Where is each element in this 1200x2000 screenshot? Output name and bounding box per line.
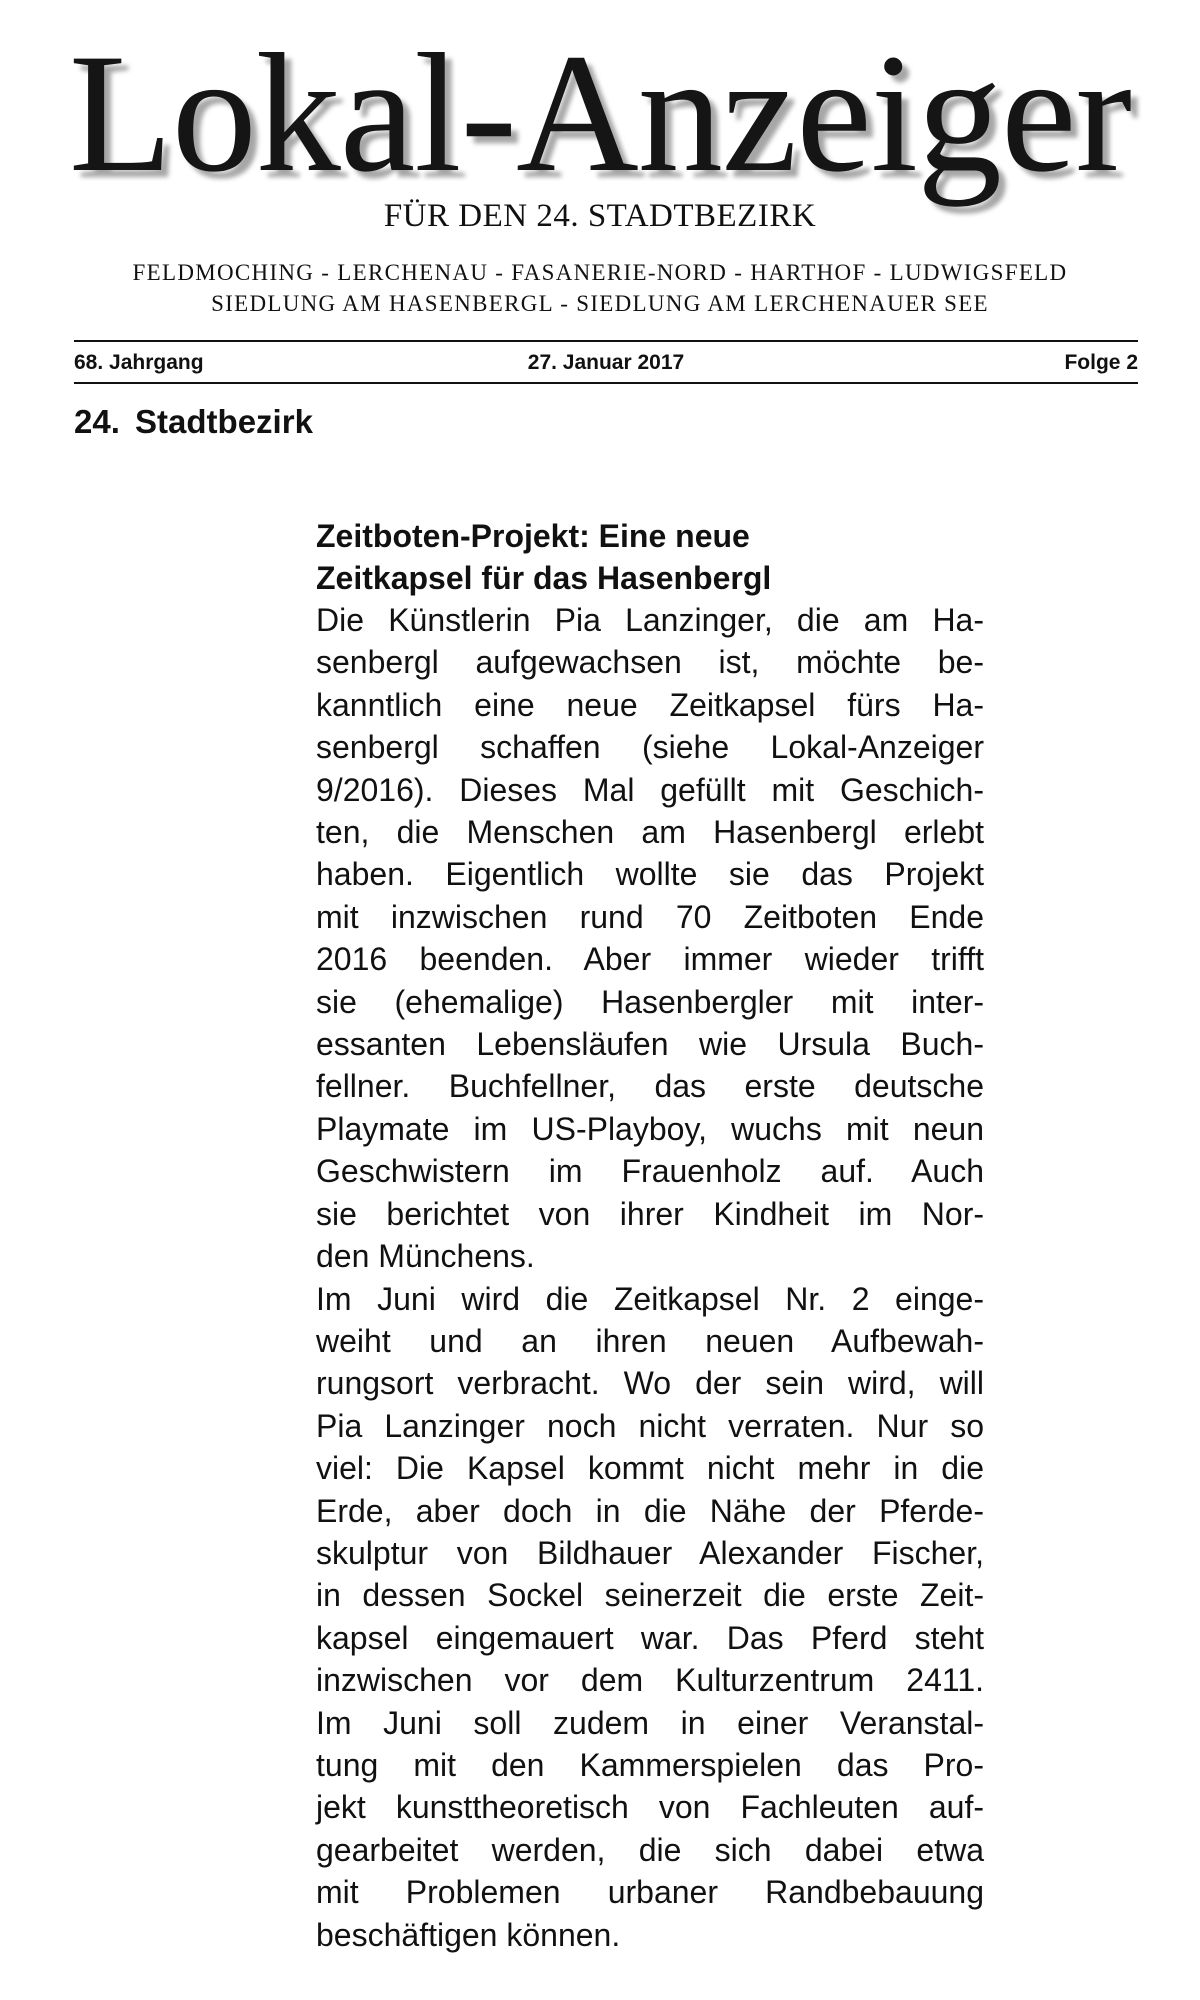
article-line: senbergl aufgewachsen ist, möchte be-	[316, 644, 984, 681]
article-line: ten, die Menschen am Hasenbergl erlebt	[316, 814, 984, 851]
districts-line-2: SIEDLUNG AM HASENBERGL - SIEDLUNG AM LERCHENAUER SEE	[211, 291, 989, 316]
bottom-divider	[74, 382, 1138, 384]
article-line: essanten Lebensläufen wie Ursula Buch-	[316, 1026, 984, 1063]
article-line: Erde, aber doch in die Nähe der Pferde-	[316, 1492, 984, 1529]
article-line: viel: Die Kapsel kommt nicht mehr in die	[316, 1450, 984, 1487]
article-body	[316, 599, 984, 1956]
article-line: inzwischen vor dem Kulturzentrum 2411.	[316, 1662, 984, 1699]
article-line: 9/2016). Dieses Mal gefüllt mit Geschich-	[316, 771, 984, 808]
section-heading: 24. Stadtbezirk	[74, 403, 313, 440]
newspaper-subtitle: FÜR DEN 24. STADTBEZIRK	[383, 198, 817, 234]
headline-line: Zeitkapsel für das Hasenbergl	[316, 560, 772, 596]
article-line: Playmate im US-Playboy, wuchs mit neun	[316, 1110, 984, 1147]
masthead	[0, 19, 1200, 207]
article-headline	[316, 515, 984, 599]
newspaper-title: Lokal-Anzeiger	[68, 19, 1132, 207]
article-line: sie (ehemalige) Hasenbergler mit inter-	[316, 983, 984, 1020]
article-line: Im Juni soll zudem in einer Veranstal-	[316, 1704, 984, 1741]
article-line: sie berichtet von ihrer Kindheit im Nor-	[316, 1195, 984, 1232]
article-line: Pia Lanzinger noch nicht verraten. Nur so	[316, 1407, 984, 1444]
article-line: 2016 beenden. Aber immer wieder trifft	[316, 941, 984, 978]
article-line: kapsel eingemauert war. Das Pferd steht	[316, 1619, 984, 1656]
article-line: Geschwistern im Frauenholz auf. Auch	[316, 1153, 984, 1190]
article-line: den Münchens.	[316, 1238, 535, 1275]
article	[316, 515, 984, 1956]
article-line: skulptur von Bildhauer Alexander Fischer,	[316, 1534, 984, 1571]
article-line: gearbeitet werden, die sich dabei etwa	[316, 1831, 984, 1868]
article-line: Im Juni wird die Zeitkapsel Nr. 2 einge-	[316, 1280, 984, 1317]
issue-date: 27. Januar 2017	[527, 351, 685, 374]
article-line: jekt kunsttheoretisch von Fachleuten auf-	[316, 1789, 984, 1826]
article-line: mit Problemen urbaner Randbebauung	[316, 1874, 984, 1911]
top-divider	[74, 340, 1138, 342]
article-line: beschäftigen können.	[316, 1916, 621, 1953]
article-line: Die Künstlerin Pia Lanzinger, die am Ha-	[316, 602, 984, 638]
districts-line-1: FELDMOCHING - LERCHENAU - FASANERIE-NORD - HARTHOF - LUDWIGSFELD	[132, 260, 1068, 285]
issue-number: Folge 2	[1064, 351, 1138, 374]
article-line: rungsort verbracht. Wo der sein wird, will	[316, 1365, 984, 1402]
article-line: senbergl schaffen (siehe Lokal-Anzeiger	[316, 729, 984, 766]
article-line: mit inzwischen rund 70 Zeitboten Ende	[316, 898, 984, 935]
article-line: tung mit den Kammerspielen das Pro-	[316, 1746, 984, 1783]
headline-line: Zeitboten-Projekt: Eine neue	[316, 518, 750, 554]
article-line: weiht und an ihren neuen Aufbewah-	[316, 1322, 984, 1359]
article-line: kanntlich eine neue Zeitkapsel fürs Ha-	[316, 686, 984, 723]
article-line: haben. Eigentlich wollte sie das Projekt	[316, 856, 984, 893]
article-line: in dessen Sockel seinerzeit die erste Zeit-	[316, 1577, 984, 1614]
article-line: fellner. Buchfellner, das erste deutsche	[316, 1068, 984, 1105]
issue-volume: 68. Jahrgang	[74, 351, 204, 374]
